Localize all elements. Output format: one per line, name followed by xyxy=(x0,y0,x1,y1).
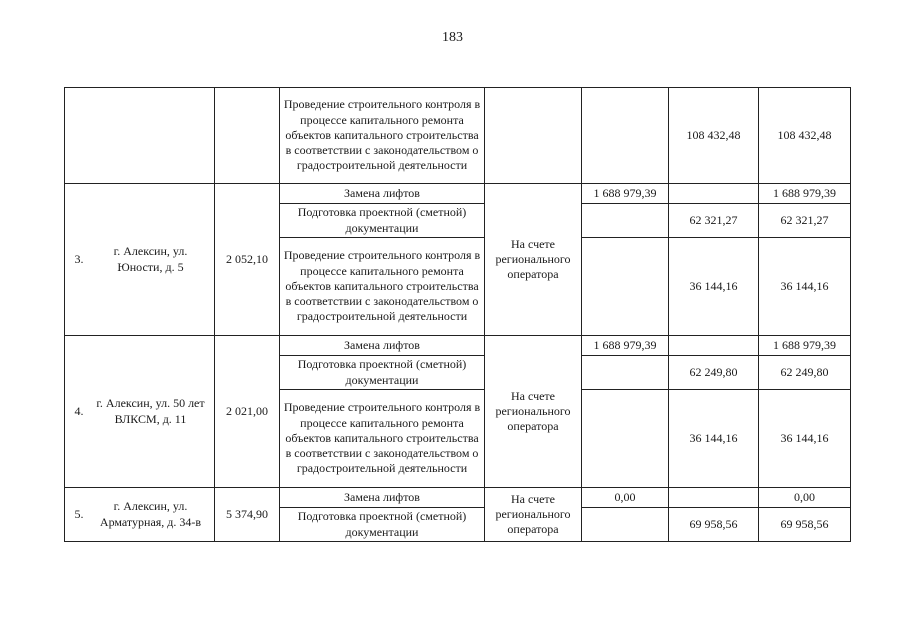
value-cell-b: 108 432,48 xyxy=(669,88,759,184)
funding-source-cell: На счете регионального оператора xyxy=(485,488,582,542)
value-cell-c: 69 958,56 xyxy=(759,508,851,542)
area-cell xyxy=(215,88,280,184)
value-cell-b xyxy=(669,488,759,508)
value-cell-a xyxy=(582,88,669,184)
funding-source-cell: На счете регионального оператора xyxy=(485,336,582,488)
page-number: 183 xyxy=(442,30,463,45)
value-cell-c: 1 688 979,39 xyxy=(759,184,851,204)
area-cell: 2 052,10 xyxy=(215,184,280,336)
value-cell-a xyxy=(582,508,669,542)
address-cell xyxy=(65,88,215,184)
value-cell-a: 1 688 979,39 xyxy=(582,336,669,356)
work-type-cell: Подготовка проектной (сметной) документации xyxy=(280,204,485,238)
address-cell xyxy=(65,184,215,336)
work-type-cell: Подготовка проектной (сметной) документации xyxy=(280,356,485,390)
work-type-cell: Подготовка проектной (сметной) документации xyxy=(280,508,485,542)
area-cell: 5 374,90 xyxy=(215,488,280,542)
work-type-cell: Замена лифтов xyxy=(280,336,485,356)
value-cell-b: 69 958,56 xyxy=(669,508,759,542)
address-cell xyxy=(65,488,215,542)
table-row xyxy=(65,184,851,204)
work-type-cell: Замена лифтов xyxy=(280,488,485,508)
value-cell-c: 36 144,16 xyxy=(759,390,851,488)
value-cell-c: 62 249,80 xyxy=(759,356,851,390)
value-cell-b xyxy=(669,184,759,204)
work-type-cell: Проведение строительного контроля в процессе капитального ремонта объектов капитального строительства в соответствии с законодательством о градостроительной деятельности xyxy=(280,238,485,336)
funding-source-cell xyxy=(485,88,582,184)
address-text: г. Алексин, ул. 50 лет ВЛКСМ, д. 11 xyxy=(96,396,205,426)
work-type-cell: Замена лифтов xyxy=(280,184,485,204)
value-cell-a: 0,00 xyxy=(582,488,669,508)
row-number: 4. xyxy=(74,403,84,418)
value-cell-c: 1 688 979,39 xyxy=(759,336,851,356)
value-cell-c: 62 321,27 xyxy=(759,204,851,238)
value-cell-b xyxy=(669,336,759,356)
value-cell-b: 36 144,16 xyxy=(669,238,759,336)
value-cell-a xyxy=(582,390,669,488)
address-cell xyxy=(65,336,215,488)
table-row xyxy=(65,88,851,184)
address-text: г. Алексин, ул. Юности, д. 5 xyxy=(113,244,188,274)
value-cell-a xyxy=(582,238,669,336)
table-row xyxy=(65,336,851,356)
value-cell-b: 36 144,16 xyxy=(669,390,759,488)
value-cell-c: 0,00 xyxy=(759,488,851,508)
row-number: 3. xyxy=(74,251,84,266)
value-cell-b: 62 249,80 xyxy=(669,356,759,390)
value-cell-b: 62 321,27 xyxy=(669,204,759,238)
value-cell-a xyxy=(582,356,669,390)
value-cell-a xyxy=(582,204,669,238)
value-cell-a: 1 688 979,39 xyxy=(582,184,669,204)
address-text: г. Алексин, ул. Арматурная, д. 34-в xyxy=(99,499,202,529)
funding-source-cell: На счете регионального оператора xyxy=(485,184,582,336)
value-cell-c: 108 432,48 xyxy=(759,88,851,184)
work-type-cell: Проведение строительного контроля в процессе капитального ремонта объектов капитального строительства в соответствии с законодательством о градостроительной деятельности xyxy=(280,390,485,488)
area-cell: 2 021,00 xyxy=(215,336,280,488)
row-number: 5. xyxy=(74,506,84,521)
value-cell-c: 36 144,16 xyxy=(759,238,851,336)
capital-repair-table xyxy=(64,87,851,542)
work-type-cell: Проведение строительного контроля в процессе капитального ремонта объектов капитального строительства в соответствии с законодательством о градостроительной деятельности xyxy=(280,88,485,184)
table-row xyxy=(65,488,851,508)
